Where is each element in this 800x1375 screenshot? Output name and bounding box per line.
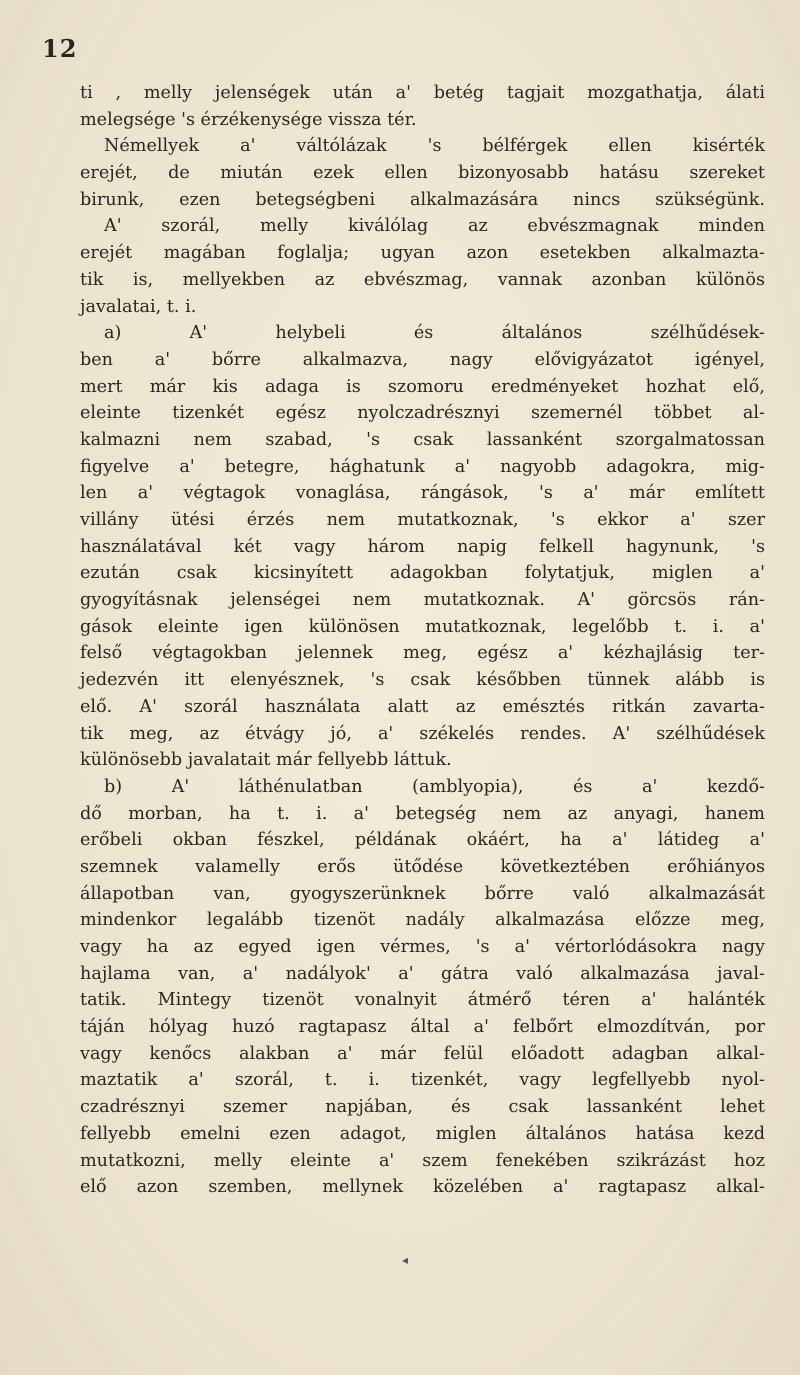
- text-line: jedezvén itt elenyésznek, 's csak későbben tünnek alább is: [80, 670, 765, 691]
- page-number: 12: [42, 34, 78, 63]
- text-line: a) A' helybeli és általános szélhűdések-: [104, 323, 765, 344]
- text-line: szemnek valamelly erős ütődése következtében erőhiányos: [80, 856, 765, 877]
- text-line: állapotban van, gyogyszerünknek bőrre való alkalmazását: [80, 883, 765, 904]
- text-line: ezután csak kicsinyített adagokban folytatjuk, miglen a': [80, 563, 765, 584]
- text-line: Némellyek a' váltólázak 's bélférgek ellen kisérték: [104, 136, 765, 157]
- text-line: gások eleinte igen különösen mutatkoznak, legelőbb t. i. a': [80, 616, 765, 637]
- text-line: eleinte tizenkét egész nyolczadrésznyi szemernél többet al-: [80, 403, 765, 424]
- text-line: mutatkozni, melly eleinte a' szem fenekében szikrázást hoz: [80, 1150, 765, 1171]
- text-line: használatával két vagy három napig felkell hagynunk, 's: [80, 536, 765, 557]
- body-text: [80, 80, 765, 1201]
- text-line: erejét, de miután ezek ellen bizonyosabb hatásu szereket: [80, 163, 765, 184]
- text-line: elő. A' szorál használata alatt az emésztés ritkán zavarta-: [80, 696, 765, 717]
- ink-speck: ◂: [402, 1253, 409, 1267]
- text-line: len a' végtagok vonaglása, rángások, 's a' már említett: [80, 483, 765, 504]
- text-line: b) A' láthénulatban (amblyopia), és a' kezdő-: [104, 776, 765, 797]
- text-line: czadrésznyi szemer napjában, és csak lassanként lehet: [80, 1097, 765, 1118]
- text-line: vagy ha az egyed igen vérmes, 's a' vértorlódásokra nagy: [80, 937, 765, 957]
- text-line: elő azon szemben, mellynek közelében a' ragtapasz alkal-: [80, 1177, 765, 1198]
- text-line: ben a' bőrre alkalmazva, nagy elővigyázatot igényel,: [80, 349, 765, 370]
- text-line: fellyebb emelni ezen adagot, miglen általános hatása kezd: [80, 1123, 765, 1144]
- text-line: villány ütési érzés nem mutatkoznak, 's ekkor a' szer: [80, 510, 765, 530]
- text-line: tatik. Mintegy tizenöt vonalnyit átmérő téren a' halánték: [80, 990, 765, 1011]
- text-line: ti , melly jelenségek után a' betég tagjait mozgathatja, álati: [80, 83, 765, 103]
- text-line: birunk, ezen betegségbeni alkalmazására nincs szükségünk.: [80, 189, 765, 210]
- text-line: vagy kenőcs alakban a' már felül előadott adagban alkal-: [80, 1043, 765, 1064]
- text-line: erőbeli okban fészkel, példának okáért, ha a' látideg a': [80, 830, 765, 851]
- text-line: melegsége 's érzékenysége vissza tér.: [80, 109, 417, 130]
- text-line: gyogyításnak jelenségei nem mutatkoznak. A' görcsös rán-: [80, 590, 765, 611]
- text-line: dő morban, ha t. i. a' betegség nem az anyagi, hanem: [80, 803, 765, 824]
- text-line: figyelve a' betegre, hághatunk a' nagyobb adagokra, mig-: [80, 456, 765, 477]
- text-line: felső végtagokban jelennek meg, egész a' kézhajlásig ter-: [80, 643, 765, 664]
- text-line: mert már kis adaga is szomoru eredményeket hozhat elő,: [80, 376, 765, 397]
- text-line: A' szorál, melly kiválólag az ebvészmagnak minden: [104, 216, 765, 237]
- text-line: különösebb javalatait már fellyebb láttuk.: [80, 750, 452, 771]
- text-line: tik meg, az étvágy jó, a' székelés rendes. A' szélhűdések: [80, 723, 765, 744]
- text-line: erejét magában foglalja; ugyan azon esetekben alkalmazta-: [80, 243, 765, 264]
- text-line: tik is, mellyekben az ebvészmag, vannak azonban különös: [80, 269, 765, 290]
- text-line: mindenkor legalább tizenöt nadály alkalmazása előzze meg,: [80, 910, 765, 931]
- text-line: táján hólyag huzó ragtapasz által a' felbőrt elmozdítván, por: [80, 1017, 765, 1038]
- text-line: hajlama van, a' nadályok' a' gátra való alkalmazása javal-: [80, 963, 765, 984]
- text-line: kalmazni nem szabad, 's csak lassanként szorgalmatossan: [80, 429, 765, 450]
- text-line: maztatik a' szorál, t. i. tizenkét, vagy legfellyebb nyol-: [80, 1070, 765, 1091]
- text-line: javalatai, t. i.: [80, 296, 197, 317]
